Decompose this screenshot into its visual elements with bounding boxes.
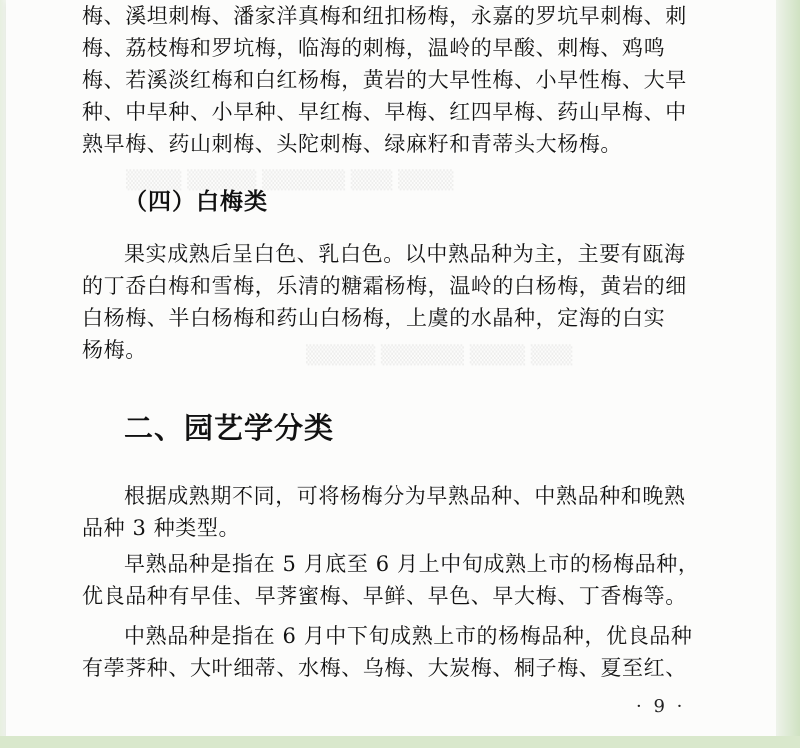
text-line: 品种 3 种类型。 (82, 516, 241, 540)
intro-paragraph (82, 0, 702, 160)
section-four-heading: （四）白梅类 (124, 188, 268, 215)
text-line: 种、中早种、小早种、早红梅、早梅、红四早梅、药山早梅、中 (82, 100, 687, 124)
page-bottom-edge (0, 736, 800, 748)
text-line: 的丁岙白梅和雪梅，乐清的糖霜杨梅，温岭的白杨梅，黄岩的细 (82, 274, 687, 298)
section-two-paragraph-2 (82, 548, 702, 612)
section-four-paragraph (82, 238, 702, 366)
page-number: · 9 · (636, 696, 686, 717)
text-line: 梅、溪坦刺梅、潘家洋真梅和纽扣杨梅，永嘉的罗坑早刺梅、刺 (82, 4, 687, 28)
text-line: 梅、若溪淡红梅和白红杨梅，黄岩的大早性梅、小早性梅、大早 (82, 68, 687, 92)
book-page (6, 0, 776, 736)
text-line: 熟早梅、药山刺梅、头陀刺梅、绿麻籽和青蒂头大杨梅。 (82, 132, 622, 156)
section-two-paragraph-3 (82, 620, 702, 684)
text-line: 早熟品种是指在 5 月底至 6 月上中旬成熟上市的杨梅品种， (124, 552, 700, 576)
text-line: 中熟品种是指在 6 月中下旬成熟上市的杨梅品种，优良品种 (124, 624, 693, 648)
page-edge-shadow (776, 0, 800, 748)
text-line: 果实成熟后呈白色、乳白色。以中熟品种为主，主要有瓯海 (124, 242, 686, 266)
text-line: 根据成熟期不同，可将杨梅分为早熟品种、中熟品种和晚熟 (124, 484, 686, 508)
text-line: 白杨梅、半白杨梅和药山白杨梅，上虞的水晶种，定海的白实 (82, 306, 666, 330)
text-line: 梅、荔枝梅和罗坑梅，临海的刺梅，温岭的早酸、刺梅、鸡鸣 (82, 36, 666, 60)
text-line: 杨梅。 (82, 338, 147, 362)
show-through-text: ▒▒▒▒▒ ▒▒▒▒▒▒ ▒▒▒▒ ▒▒▒ (306, 345, 573, 366)
section-two-paragraph-1 (82, 480, 702, 544)
text-line: 优良品种有早佳、早荠蜜梅、早鲜、早色、早大梅、丁香梅等。 (82, 584, 687, 608)
show-through-text: ▒▒▒▒ ▒▒▒▒▒ ▒▒▒▒▒▒ ▒▒▒ ▒▒▒▒ (126, 170, 454, 191)
section-two-heading: 二、园艺学分类 (124, 411, 335, 445)
text-line: 有荸荠种、大叶细蒂、水梅、乌梅、大炭梅、桐子梅、夏至红、 (82, 656, 687, 680)
